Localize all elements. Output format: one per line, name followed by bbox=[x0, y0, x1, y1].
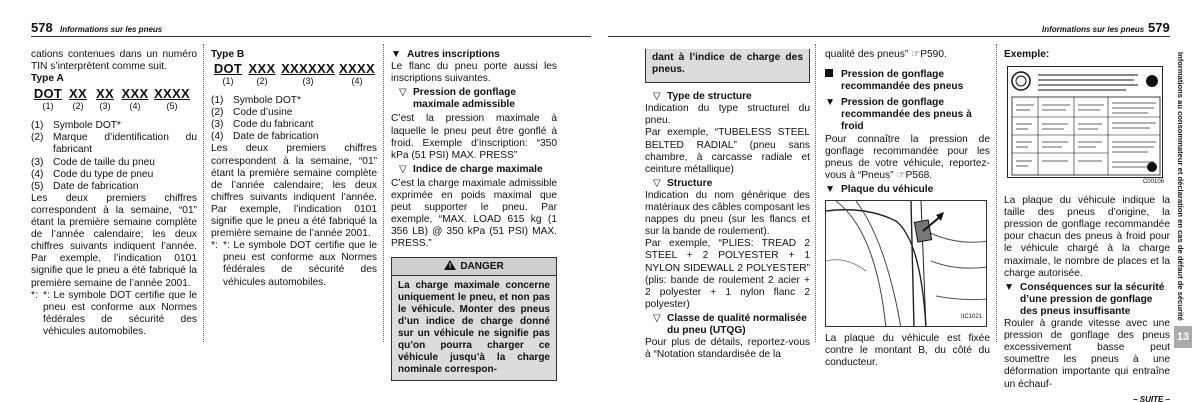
dot-num: (4) bbox=[129, 101, 141, 112]
continued-marker: – SUITE – bbox=[1133, 394, 1170, 402]
heading-low-pressure-consequences: ▼ Conséquences sur la sécurité d’une pression de gonflage des pneus insuffisante bbox=[1004, 281, 1165, 317]
dot-part: XXXX bbox=[339, 61, 375, 77]
list-item: (4) Date de fabrication bbox=[211, 131, 319, 143]
type-b-list bbox=[211, 95, 377, 143]
list-item: (2) Code d’usine bbox=[211, 107, 293, 119]
tin-intro: cations contenues dans un numéro TIN s’interprètent comme suit. bbox=[31, 49, 197, 73]
other-markings-intro: Le flanc du pneu porte aussi les inscriptions suivantes. bbox=[391, 61, 557, 85]
max-load-text: C’est la charge maximale admissible exprimée en poids maximal que peut supporter le pneu. Par exemple, “MAX. LOAD 615 kg (1 356 LB) @ 350 kPa (51 PSI) MAX. PRESS.” bbox=[391, 177, 557, 250]
list-item: (2) Marque d’identification du fabricant bbox=[31, 132, 197, 156]
dot-part: XXX bbox=[121, 86, 149, 102]
heading-structure: ▽ Structure bbox=[653, 177, 713, 189]
dot-num: (1) bbox=[42, 101, 54, 112]
left-page-number: 578 bbox=[31, 20, 53, 35]
left-column-3 bbox=[391, 49, 557, 381]
dot-num: (3) bbox=[302, 76, 314, 87]
heading-max-pressure: ▽ Pression de gonflage maximale admissible bbox=[399, 87, 517, 111]
structure-text: Indication du nom générique des matériaux des câbles composant les nappes du pneu (sur les flancs et sur la bande de roulement). bbox=[645, 189, 810, 238]
chapter-tab[interactable]: 13 bbox=[1174, 326, 1192, 348]
week-year-paragraph: Les deux premiers chiffres correspondent à la semaine, “01” étant la première semaine complète de l’année calendaire; les deux chiffres suivants indiquent l’année. Par exemple, l’indication 0101 signifie que le pneu a été fabriqué la première semaine de l’année 2001. bbox=[211, 143, 377, 240]
dot-num: (2) bbox=[256, 76, 268, 87]
utqg-text: Pour plus de détails, reportez-vous à “Notation standardisée de la bbox=[645, 337, 810, 361]
dot-part: XX bbox=[69, 86, 87, 102]
cold-pressure-text: Pour connaître la pression de gonflage recommandée pour les pneus de votre véhicule, reportez-vous à “Pneus” ☞P568. bbox=[825, 133, 990, 181]
dot-num: (2) bbox=[72, 101, 84, 112]
right-column-1 bbox=[645, 49, 810, 361]
list-item: (1) Symbole DOT* bbox=[31, 120, 121, 132]
placard-description: La plaque du véhicule indique la taille des pneus d’origine, la pression de gonflage recommandée pour chacun des pneus à froid pour le véhicule chargé à la charge maximale, le nombre de places et la charge autorisée. bbox=[1004, 195, 1170, 279]
left-header-rule bbox=[31, 36, 591, 37]
structure-type-text: Indication du type structurel du pneu. bbox=[645, 103, 810, 127]
column-divider bbox=[815, 44, 816, 342]
tire-placard-drawing bbox=[1008, 67, 1164, 179]
right-header-rule bbox=[608, 36, 1170, 37]
list-item: (3) Code de taille du pneu bbox=[31, 156, 155, 168]
dot-num: (3) bbox=[99, 101, 111, 112]
left-column-1 bbox=[31, 49, 197, 338]
left-section-title: Informations sur les pneus bbox=[60, 25, 163, 34]
right-page-number: 579 bbox=[1148, 20, 1170, 35]
chapter-sidebar-title: Informations au consommateur et déclaration en cas de défaut de sécurité bbox=[1176, 52, 1185, 321]
dot-footnote: *: *: Le symbole DOT certifie que le pneu est conforme aux Normes fédérales de sécurité des véhicules automobiles. bbox=[211, 240, 377, 288]
dot-part: XX bbox=[96, 86, 114, 102]
right-section-title: Informations sur les pneus bbox=[1042, 25, 1145, 34]
heading-vehicle-placard: ▼ Plaque du véhicule bbox=[825, 183, 934, 195]
heading-recommended-pressure: Pression de gonflage recommandée des pneus bbox=[825, 69, 990, 93]
dot-part: XXXXXX bbox=[281, 61, 335, 77]
right-column-3 bbox=[1004, 49, 1170, 402]
danger-continuation: dant à l’indice de charge des pneus. bbox=[645, 49, 810, 83]
danger-text: La charge maximale concerne uniquement le pneu, et non pas le véhicule. Monter des pneus d’un indice de charge donné sur un véhicule ne signifie pas qu’on pourra charger ce véhicule jusqu’à la charge nominale correspon- bbox=[392, 276, 556, 381]
left-column-2 bbox=[211, 49, 377, 289]
type-b-label: Type B bbox=[211, 49, 245, 60]
list-item: (4) Code du type de pneu bbox=[31, 168, 154, 180]
figure-code: C00108 bbox=[1142, 179, 1164, 185]
dot-footnote: *: *: Le symbole DOT certifie que le pneu est conforme aux Normes fédérales de sécurité des véhicules automobiles. bbox=[31, 289, 197, 337]
danger-header: !DANGER bbox=[392, 258, 556, 276]
list-item: (5) Date de fabrication bbox=[31, 180, 139, 192]
low-pressure-text: Rouler à grande vitesse avec une pression de gonflage des pneus excessivement basse peut soumettre les pneus à une déformation importante qui entraîne un échauf- bbox=[1004, 318, 1170, 390]
dot-num: (5) bbox=[166, 101, 178, 112]
right-column-2 bbox=[825, 49, 990, 369]
week-year-paragraph: Les deux premiers chiffres correspondent à la semaine, “01” étant la première semaine complète de l’année calendaire; les deux chiffres suivants indiquent l’année. Par exemple, l’indication 0101 signifie que le pneu a été fabriqué la première semaine de l’année 2001. bbox=[31, 192, 197, 289]
heading-structure-type: ▽ Type de structure bbox=[653, 91, 752, 103]
dot-num: (1) bbox=[222, 76, 234, 87]
structure-example: Par exemple, “PLIES: TREAD 2 STEEL + 2 POLYESTER + 1 NYLON SIDEWALL 2 POLYESTER” (plis: bande de roulement 2 acier + 2 polyester + 1 nylon flanc 2 polyester) bbox=[645, 238, 810, 310]
column-divider bbox=[203, 44, 204, 342]
placard-caption: La plaque du véhicule est fixée contre le montant B, du côté du conducteur. bbox=[825, 333, 990, 369]
type-a-list bbox=[31, 120, 197, 193]
dot-part: DOT bbox=[213, 61, 243, 77]
door-pillar-drawing bbox=[826, 201, 987, 327]
heading-other-markings: ▼ Autres inscriptions bbox=[391, 49, 500, 60]
square-bullet-icon bbox=[825, 69, 833, 77]
structure-type-example: Par exemple, “TUBELESS STEEL BELTED RADIAL” (pneu sans chambre, à carcasse radiale et ceinture métallique) bbox=[645, 127, 810, 175]
figure-code: IIC1021 bbox=[960, 313, 982, 320]
max-pressure-text: C’est la pression maximale à laquelle le pneu peut être gonflé à froid. Exemple d’inscription: “350 kPa (51 PSI) MAX. PRESS” bbox=[391, 113, 557, 161]
heading-cold-pressure: ▼ Pression de gonflage recommandée des pneus à froid bbox=[825, 97, 972, 133]
warning-icon bbox=[444, 260, 456, 270]
type-a-label: Type A bbox=[31, 73, 64, 85]
dot-part: XXXX bbox=[154, 86, 190, 102]
dot-code-type-a bbox=[31, 88, 197, 116]
b-pillar-illustration bbox=[825, 200, 987, 327]
heading-utqg: ▽ Classe de qualité normalisée du pneu (UTQG) bbox=[653, 312, 807, 336]
column-divider bbox=[996, 44, 997, 342]
dot-part: XXX bbox=[248, 61, 276, 77]
dot-code-type-b bbox=[211, 63, 377, 91]
utqg-continuation: qualité des pneus” ☞P590. bbox=[825, 49, 947, 60]
list-item: (1) Symbole DOT* bbox=[211, 95, 301, 107]
example-label: Exemple: bbox=[1004, 49, 1050, 60]
dot-num: (4) bbox=[351, 76, 363, 87]
dot-part: DOT bbox=[33, 86, 63, 102]
danger-box bbox=[391, 257, 557, 382]
heading-max-load: ▽ Indice de charge maximale bbox=[399, 163, 543, 175]
column-divider bbox=[383, 44, 384, 342]
list-item: (3) Code du fabricant bbox=[211, 119, 314, 131]
tire-placard-figure bbox=[1004, 64, 1168, 190]
